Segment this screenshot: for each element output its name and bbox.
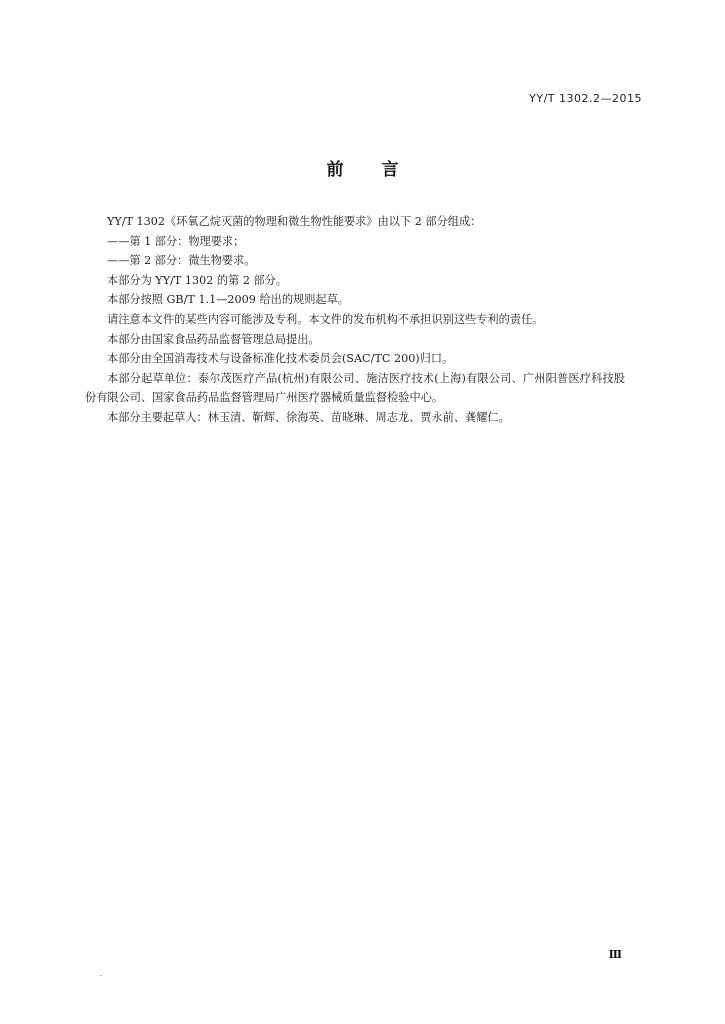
- paragraph-composition: YY/T 1302《环氧乙烷灭菌的物理和微生物性能要求》由以下 2 部分组成：: [107, 215, 482, 228]
- paragraph-this-part: 本部分为 YY/T 1302 的第 2 部分。: [107, 273, 288, 287]
- paragraph-drafters: 本部分主要起草人：林玉清、靳辉、徐海英、苗晓琳、周志龙、贾永前、龚耀仁。: [107, 410, 510, 424]
- paragraph-under-jurisdiction: 本部分由全国消毒技术与设备标准化技术委员会(SAC/TC 200)归口。: [107, 352, 454, 366]
- paragraph-part-1: ——第 1 部分：物理要求；: [107, 234, 245, 248]
- scan-speck: [100, 975, 102, 976]
- paragraph-part-2: ——第 2 部分：微生物要求。: [107, 254, 256, 268]
- foreword-body: [85, 212, 625, 428]
- page-number: Ⅲ: [608, 948, 622, 961]
- page-title: 前言: [326, 160, 437, 180]
- paragraph-proposed-by: 本部分由国家食品药品监督管理总局提出。: [107, 332, 320, 346]
- paragraph-drafting-rules: 本部分按照 GB/T 1.1—2009 给出的规则起草。: [107, 293, 349, 307]
- paragraph-drafting-units: 本部分起草单位：泰尔茂医疗产品(杭州)有限公司、施洁医疗技术(上海)有限公司、广州阳普医疗科技股份有限公司、国家食品药品监督管理局广州医疗器械质量监督检验中心。: [85, 371, 625, 405]
- paragraph-patent-notice: 请注意本文件的某些内容可能涉及专利。本文件的发布机构不承担识别这些专利的责任。: [107, 312, 544, 326]
- standard-number: YY/T 1302.2—2015: [529, 92, 642, 105]
